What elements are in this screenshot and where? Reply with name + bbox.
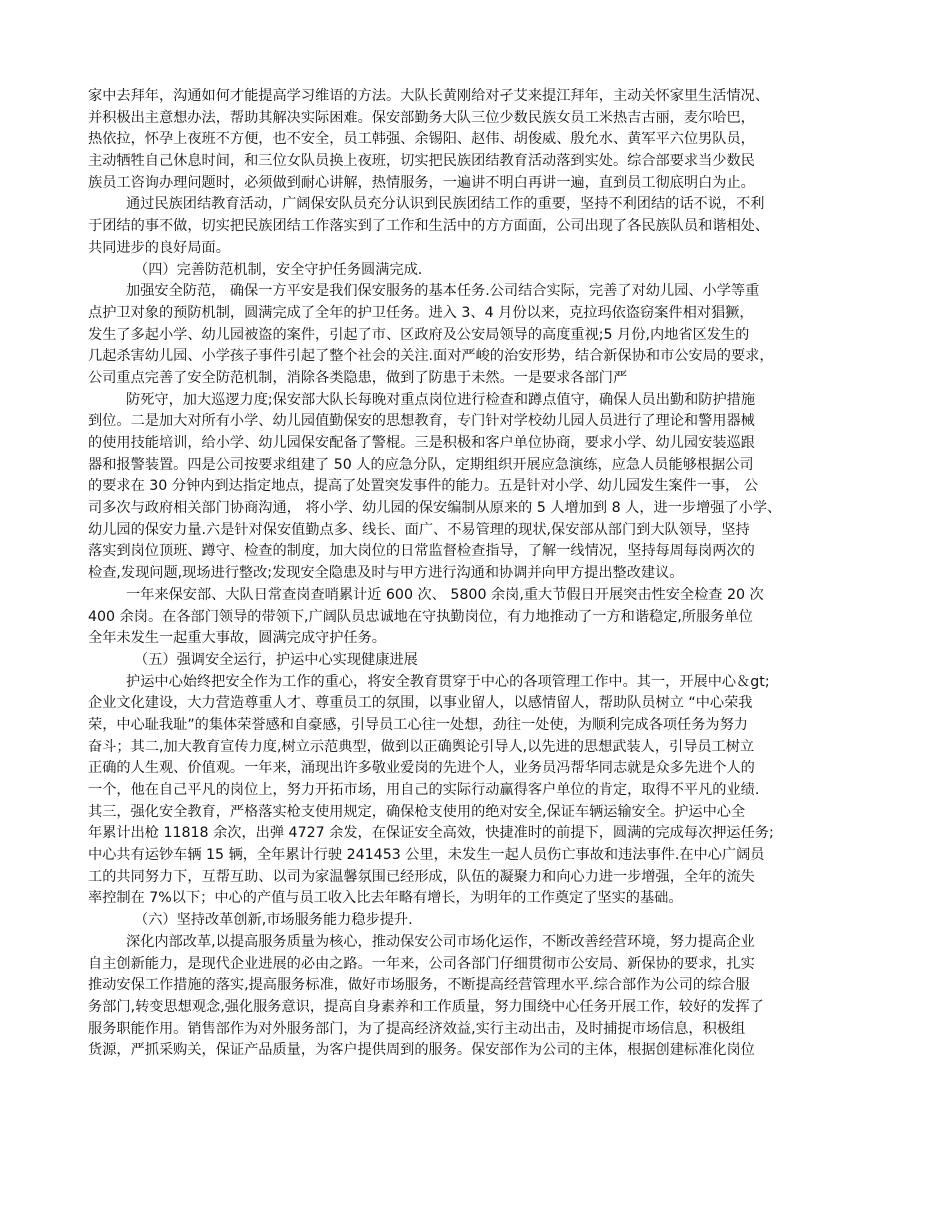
text-line: 400 余岗。在各部门领导的带领下,广阔队员忠诚地在守执勤岗位，有力地推动了一方和谐稳定,所服务单位 — [88, 608, 753, 625]
text-line: 率控制在 7%以下；中心的产值与员工收入比去年略有增长，为明年的工作奠定了坚实的基础。 — [88, 890, 683, 907]
text-line: 一个，他在自己平凡的岗位上，努力开拓市场，用自己的实际行动赢得客户单位的肯定，取得不平凡的业绩. — [88, 782, 760, 798]
document-body — [88, 86, 862, 1062]
text-line: （四）完善防范机制，安全守护任务圆满完成. — [134, 261, 423, 278]
text-line: （五）强调安全运行，护运中心实现健康进展 — [134, 651, 418, 668]
text-line: 司多次与政府相关部门协商沟通， 将小学、幼儿园的保安编制从原来的 5 人增加到 8 人，进一步增强了小学、 — [88, 500, 782, 517]
text-line: 点护卫对象的预防机制，圆满完成了全年的护卫任务。进入 3、4 月份以来，克拉玛依盗窃案件相对猖獗， — [88, 304, 754, 321]
text-line: 货源，严抓采购关，保证产品质量，为客户提供周到的服务。保安部作为公司的主体，根据创建标准化岗位 — [88, 1042, 755, 1059]
text-line: 推动安保工作措施的落实,提高服务标准，做好市场服务，不断提高经营管理水平.综合部作为公司的综合服 — [88, 977, 750, 994]
text-line: 正确的人生观、价值观。一年来，涌现出许多敬业爱岗的先进个人，业务员冯帮华同志就是众多先进个人的 — [88, 760, 755, 777]
text-line: 主动牺牲自己休息时间，和三位女队员换上夜班，切实把民族团结教育活动落到实处。综合部要求当少数民 — [88, 153, 755, 170]
text-line: 奋斗；其二,加大教育宣传力度,树立示范典型，做到以正确舆论引导人,以先进的思想武装人，引导员工树立 — [88, 738, 755, 755]
text-line: 族员工咨询办理问题时，必须做到耐心讲解，热情服务，一遍讲不明白再讲一遍，直到员工彻底明白为止。 — [88, 174, 755, 191]
text-line: 器和报警装置。四是公司按要求组建了 50 人的应急分队，定期组织开展应急演练，应急人员能够根据公司 — [88, 456, 754, 473]
text-line: 自主创新能力，是现代企业进展的必由之路。一年来，公司各部门仔细贯彻市公安局、新保协的要求，扎实 — [88, 955, 755, 972]
text-line: 中心共有运钞车辆 15 辆，全年累计行驶 241453 公里，未发生一起人员伤亡事故和违法事件.在中心广阔员 — [88, 847, 765, 864]
text-line: 一年来保安部、大队日常查岗查哨累计近 600 次、 5800 余岗,重大节假日开展突击性安全检查 20 次 — [126, 586, 764, 603]
text-line: 几起杀害幼儿园、小学孩子事件引起了整个社会的关注.面对严峻的治安形势，结合新保协和市公安局的要求， — [88, 348, 774, 365]
text-line: 幼儿园的保安力量.六是针对保安值勤点多、线长、面广、不易管理的现状,保安部从部门到大队领导，坚持 — [88, 521, 750, 538]
text-line: 加强安全防范， 确保一方平安是我们保安服务的基本任务.公司结合实际，完善了对幼儿园、小学等重 — [126, 283, 760, 300]
text-line: 服务职能作用。销售部作为对外服务部门，为了提高经济效益,实行主动出击，及时捕捉市场信息，积极组 — [88, 1020, 746, 1037]
text-line: 防死守，加大巡逻力度;保安部大队长每晚对重点岗位进行检查和蹲点值守，确保人员出勤和防护措施 — [126, 391, 756, 408]
text-line: 务部门,转变思想观念,强化服务意识，提高自身素养和工作质量，努力围绕中心任务开展工作，较好的发挥了 — [88, 998, 764, 1015]
text-line: 到位。二是加大对所有小学、幼儿园值勤保安的思想教育，专门针对学校幼儿园人员进行了理论和警用器械 — [88, 413, 755, 430]
text-line: 护运中心始终把安全作为工作的重心，将安全教育贯穿于中心的各项管理工作中。其一，开展中心＆gt; — [126, 673, 770, 690]
text-line: 热依拉，怀孕上夜班不方便，也不安全，员工韩强、余锡阳、赵伟、胡俊威、殷允水、黄军平六位男队员， — [88, 131, 755, 148]
text-line: 并积极出主意想办法，帮助其解决实际困难。保安部勤务大队三位少数民族女员工米热吉古丽，麦尔哈巴， — [88, 109, 755, 126]
text-line: 落实到岗位顶班、蹲守、检查的制度，加大岗位的日常监督检查指导，了解一线情况，坚持每周每岗两次的 — [88, 543, 755, 560]
text-line: 荣，中心耻我耻”的集体荣誉感和自豪感，引导员工心往一处想，劲往一处使，为顺利完成各项任务为努力 — [88, 716, 748, 733]
text-line: 通过民族团结教育活动，广阔保安队员充分认识到民族团结工作的重要，坚持不利团结的话不说，不利 — [126, 196, 765, 213]
text-line: 检查,发现问题,现场进行整改;发现安全隐患及时与甲方进行沟通和协调并向甲方提出整改建议。 — [88, 565, 684, 582]
text-line: 的要求在 30 分钟内到达指定地点，提高了处置突发事件的能力。五是针对小学、幼儿园发生案件一事， 公 — [88, 478, 759, 495]
text-line: 年累计出枪 11818 余次，出弹 4727 余发，在保证安全高效，快捷准时的前提下，圆满的完成每次押运任务; — [88, 825, 774, 842]
text-line: 深化内部改革,以提高服务质量为核心，推动保安公司市场化运作，不断改善经营环境，努力提高企业 — [126, 933, 755, 950]
text-line: 其三，强化安全教育，严格落实枪支使用规定，确保枪支使用的绝对安全,保证车辆运输安全。护运中心全 — [88, 803, 746, 820]
text-line: （六）坚持改革创新,市场服务能力稳步提升. — [134, 912, 413, 929]
text-line: 于团结的事不做，切实把民族团结工作落实到了工作和生活中的方方面面，公司出现了各民族队员和谐相处、 — [88, 218, 770, 235]
text-line: 全年未发生一起重大事故，圆满完成守护任务。 — [88, 630, 386, 647]
text-line: 发生了多起小学、幼儿园被盗的案件，引起了市、区政府及公安局领导的高度重视;5 月份,内地省区发生的 — [88, 326, 750, 343]
text-line: 共同进步的良好局面。 — [88, 239, 230, 256]
text-line: 工的共同努力下，互帮互助、以司为家温馨氛围已经形成，队伍的凝聚力和向心力进一步增强，全年的流失 — [88, 868, 755, 885]
text-line: 企业文化建设，大力营造尊重人才、尊重员工的氛围，以事业留人，以感情留人，帮助队员树立 “中心荣我 — [88, 695, 753, 712]
text-line: 的使用技能培训，给小学、幼儿园保安配备了警棍。三是积极和客户单位协商，要求小学、幼儿园安装巡跟 — [88, 435, 755, 451]
text-line: 家中去拜年，沟通如何才能提高学习维语的方法。大队长黄刚给对孑艾来提江拜年，主动关怀家里生活情况、 — [88, 88, 770, 104]
text-line: 公司重点完善了安全防范机制，消除各类隐患，做到了防患于未然。一是要求各部门严 — [88, 369, 628, 386]
